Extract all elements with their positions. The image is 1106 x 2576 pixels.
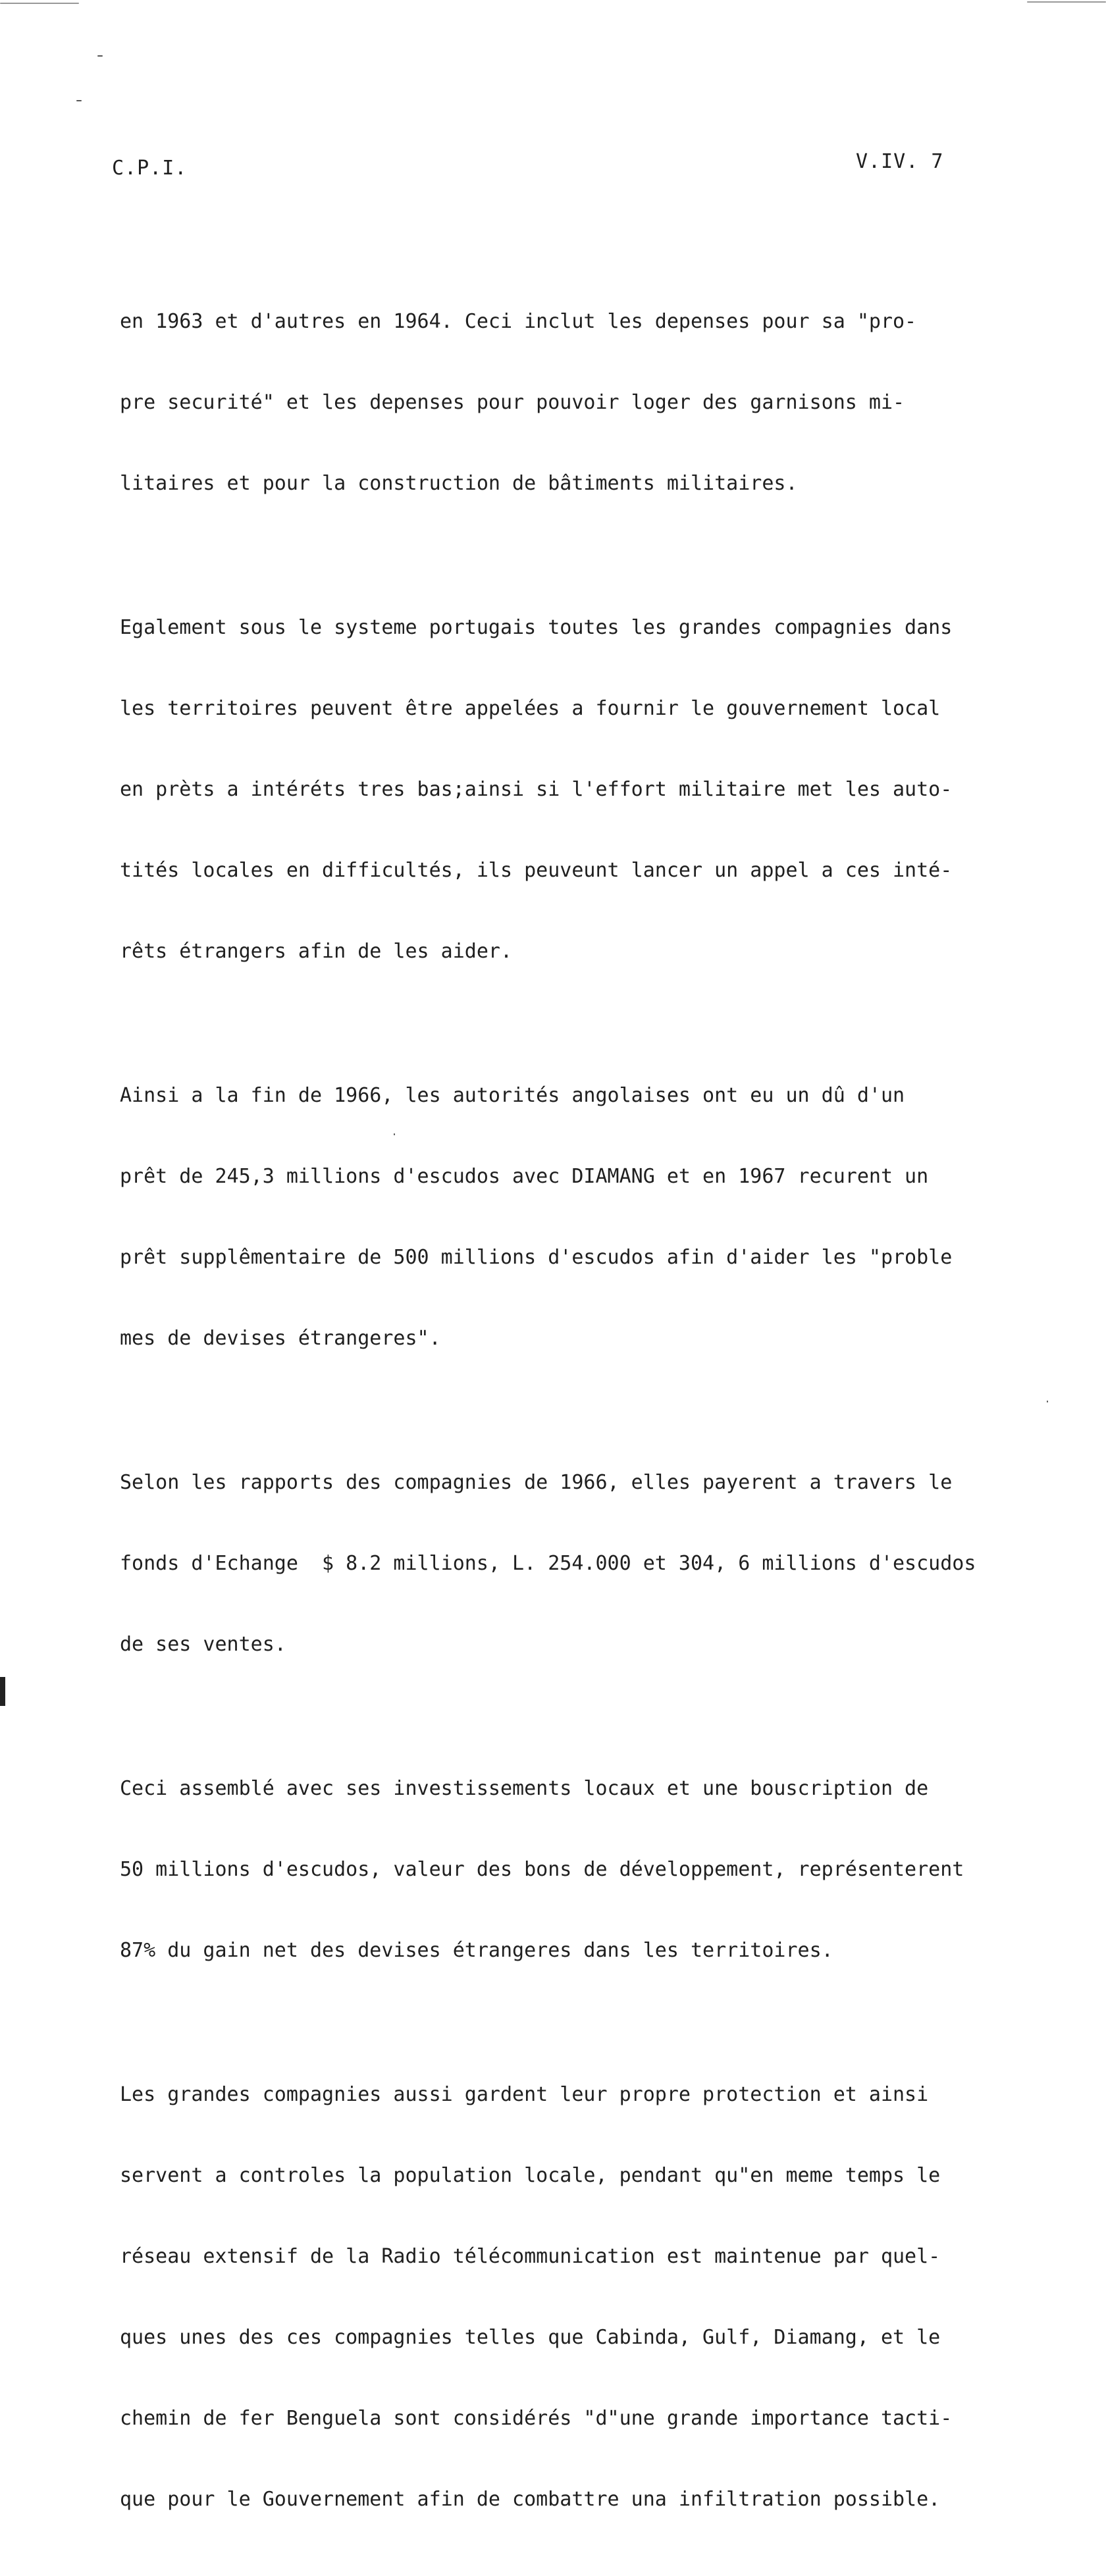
text-line: servent a controles la population locale, pendant qu"en meme temps le: [120, 2164, 941, 2187]
text-line: prêt de 245,3 millions d'escudos avec DIAMANG et en 1967 recurent un: [120, 1165, 929, 1188]
text-line: les territoires peuvent être appelées a fournir le gouvernement local: [120, 697, 941, 720]
header-reference: C.P.I.: [112, 157, 188, 180]
text-line: rêts étrangers afin de les aider.: [120, 940, 513, 963]
scan-edge-mark: [0, 1677, 5, 1706]
text-line: en prèts a intéréts tres bas;ainsi si l'effort militaire met les auto-: [120, 778, 953, 801]
scan-speck: [1027, 1, 1106, 3]
text-line: prêt supplêmentaire de 500 millions d'escudos afin d'aider les "proble: [120, 1246, 953, 1269]
text-line: Les grandes compagnies aussi gardent leur propre protection et ainsi: [120, 2083, 929, 2106]
scan-speck: [76, 100, 82, 101]
text-line: 50 millions d'escudos, valeur des bons de développement, représenterent: [120, 1858, 964, 1881]
text-line: en 1963 et d'autres en 1964. Ceci inclut les depenses pour sa "pro-: [120, 310, 917, 333]
text-line: fonds d'Echange $ 8.2 millions, L. 254.000 et 304, 6 millions d'escudos: [120, 1552, 976, 1575]
scan-speck: [97, 55, 103, 57]
paragraph-3: [120, 1028, 1094, 1406]
text-line: 87% du gain net des devises étrangeres dans les territoires.: [120, 1939, 833, 1962]
document-body: [120, 254, 1094, 2576]
paragraph-1: [120, 254, 1094, 551]
scan-speck: [394, 1133, 395, 1135]
text-line: Egalement sous le systeme portugais toutes les grandes compagnies dans: [120, 616, 953, 639]
text-line: ques unes des ces compagnies telles que Cabinda, Gulf, Diamang, et le: [120, 2326, 941, 2349]
text-line: litaires et pour la construction de bâtiments militaires.: [120, 472, 798, 495]
text-line: tités locales en difficultés, ils peuveunt lancer un appel a ces inté-: [120, 859, 953, 882]
text-line: chemin de fer Benguela sont considérés "d"une grande importance tacti-: [120, 2407, 953, 2430]
paragraph-4: [120, 1415, 1094, 1712]
paragraph-2: [120, 560, 1094, 1019]
page-number: V.IV. 7: [856, 150, 944, 173]
paragraph-5: [120, 1721, 1094, 2018]
text-line: que pour le Gouvernement afin de combattre una infiltration possible.: [120, 2488, 941, 2511]
text-line: mes de devises étrangeres".: [120, 1327, 441, 1350]
text-line: Ainsi a la fin de 1966, les autorités angolaises ont eu un dû d'un: [120, 1084, 905, 1107]
text-line: pre securité" et les depenses pour pouvoir loger des garnisons mi-: [120, 391, 905, 414]
scan-speck: [0, 3, 79, 4]
text-line: Selon les rapports des compagnies de 1966, elles payerent a travers le: [120, 1471, 953, 1494]
text-line: Ceci assemblé avec ses investissements locaux et une bouscription de: [120, 1777, 929, 1800]
paragraph-6: [120, 2027, 1094, 2567]
text-line: réseau extensif de la Radio télécommunication est maintenue par quel-: [120, 2245, 941, 2268]
scan-speck: [1047, 1401, 1048, 1403]
text-line: de ses ventes.: [120, 1633, 286, 1656]
